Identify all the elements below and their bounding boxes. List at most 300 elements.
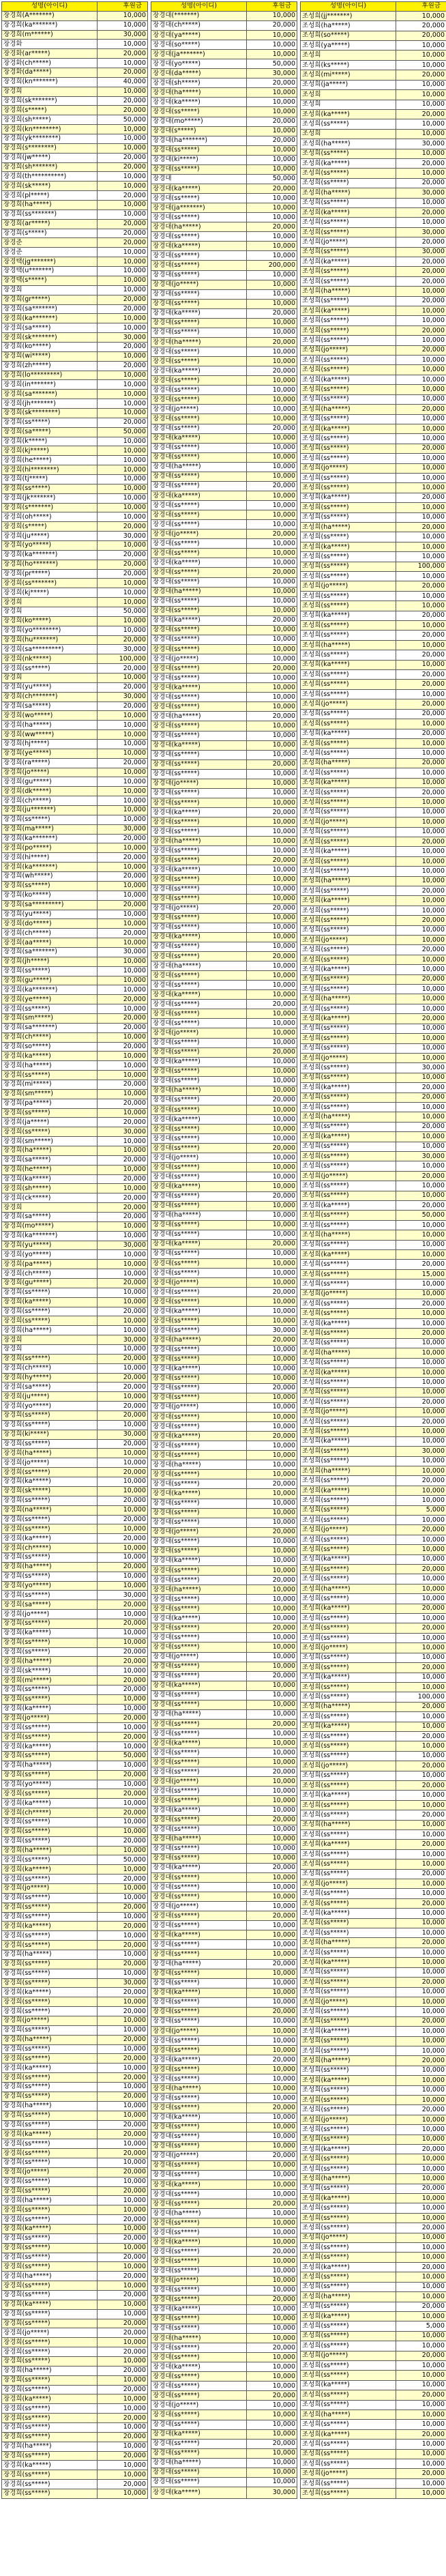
donor-table bbox=[151, 1, 297, 2499]
donation-amount-cell: 20,000 bbox=[247, 1335, 297, 1345]
donor-name-cell: 장경희(sh*******) bbox=[2, 162, 98, 172]
table-row bbox=[2, 1950, 148, 1960]
table-row bbox=[2, 484, 148, 493]
donor-name-cell: 조성희(ss*****) bbox=[301, 1663, 396, 1673]
donation-amount-cell: 10,000 bbox=[396, 2036, 446, 2046]
donation-amount-cell: 10,000 bbox=[396, 1751, 446, 1761]
table-row bbox=[151, 1585, 297, 1595]
donor-name-cell: 조성희(ha*****) bbox=[301, 1820, 396, 1829]
donation-amount-cell: 20,000 bbox=[396, 1938, 446, 1948]
table-row bbox=[151, 2410, 297, 2420]
table-row bbox=[2, 162, 148, 172]
table-row bbox=[151, 308, 297, 318]
donor-name-cell: 장경희(po*****) bbox=[2, 843, 98, 853]
donor-name-cell: 장경대(ss*****) bbox=[151, 2036, 247, 2046]
donation-amount-cell: 10,000 bbox=[98, 1666, 148, 1676]
donor-name-cell: 조성희(ss*****) bbox=[301, 1161, 396, 1171]
table-row bbox=[151, 107, 297, 117]
donation-amount-cell: 20,000 bbox=[98, 1023, 148, 1032]
table-row bbox=[151, 1057, 297, 1067]
table-row bbox=[151, 145, 297, 155]
donor-name-cell: 장경대(ka*****) bbox=[151, 2238, 247, 2247]
donor-name-cell: 장경희(yu*****) bbox=[2, 910, 98, 919]
table-row bbox=[301, 1053, 446, 1062]
donation-amount-cell: 20,000 bbox=[98, 219, 148, 229]
donor-name-cell: 장경대(ss*****) bbox=[151, 2382, 247, 2391]
table-row bbox=[301, 365, 446, 375]
donation-amount-cell: 20,000 bbox=[247, 1719, 297, 1728]
donor-name-cell: 조성희(ka*****) bbox=[301, 1132, 396, 1142]
table-row bbox=[301, 1505, 446, 1515]
table-row bbox=[2, 749, 148, 758]
donor-name-cell: 장경희(ka*****) bbox=[2, 1988, 98, 1997]
table-row bbox=[151, 759, 297, 769]
donation-amount-cell: 10,000 bbox=[98, 484, 148, 493]
donation-amount-cell: 10,000 bbox=[247, 2180, 297, 2189]
table-row bbox=[301, 512, 446, 522]
donor-name-cell: 조성희(ss*****) bbox=[301, 532, 396, 542]
donation-amount-cell: 10,000 bbox=[247, 50, 297, 59]
donation-amount-cell: 20,000 bbox=[98, 1496, 148, 1505]
donor-name-cell: 장경대(ss*****) bbox=[151, 1076, 247, 1086]
donation-amount-cell: 30,000 bbox=[247, 2487, 297, 2498]
table-row bbox=[301, 955, 446, 964]
table-row bbox=[151, 1422, 297, 1432]
donation-amount-cell: 10,000 bbox=[98, 201, 148, 210]
donation-amount-cell: 10,000 bbox=[396, 719, 446, 729]
table-row bbox=[2, 115, 148, 125]
donation-amount-cell: 10,000 bbox=[247, 1422, 297, 1432]
donation-amount-cell: 10,000 bbox=[396, 1859, 446, 1869]
donor-name-cell: 장경희(ss*****) bbox=[2, 1941, 98, 1950]
table-row bbox=[301, 1869, 446, 1879]
donation-amount-cell: 10,000 bbox=[98, 2461, 148, 2470]
donation-amount-cell: 10,000 bbox=[247, 347, 297, 357]
table-row bbox=[301, 2331, 446, 2341]
donation-amount-cell: 20,000 bbox=[396, 631, 446, 640]
donor-name-cell: 장경희(ka*****) bbox=[2, 1477, 98, 1487]
donation-amount-cell: 10,000 bbox=[396, 2272, 446, 2282]
donation-amount-cell: 10,000 bbox=[98, 2423, 148, 2433]
donor-name-cell: 조성희(ss*****) bbox=[301, 2125, 396, 2134]
donor-name-cell: 장경희(ss*****) bbox=[2, 1496, 98, 1505]
donation-amount-cell: 20,000 bbox=[98, 682, 148, 692]
table-row bbox=[2, 1402, 148, 1411]
donation-amount-cell: 20,000 bbox=[396, 2223, 446, 2233]
donation-amount-cell: 10,000 bbox=[396, 1987, 446, 1997]
donation-amount-cell: 20,000 bbox=[396, 1299, 446, 1309]
table-row bbox=[151, 20, 297, 30]
donation-amount-cell: 20,000 bbox=[247, 1144, 297, 1153]
donation-amount-cell: 20,000 bbox=[396, 1171, 446, 1181]
table-row bbox=[301, 1466, 446, 1475]
donor-name-cell: 조성희(ka*****) bbox=[301, 424, 396, 433]
donor-name-cell: 장경대(ka*****) bbox=[151, 366, 247, 376]
donor-name-cell: 장경대(ss*****) bbox=[151, 452, 247, 462]
donation-amount-cell: 20,000 bbox=[396, 1978, 446, 1987]
donor-name-cell: 장경희(s*****) bbox=[2, 229, 98, 238]
donation-amount-cell: 20,000 bbox=[98, 1203, 148, 1213]
table-row bbox=[301, 1879, 446, 1889]
table-row bbox=[301, 1525, 446, 1535]
table-row bbox=[301, 483, 446, 493]
donation-amount-cell: 20,000 bbox=[247, 2007, 297, 2016]
donor-name-cell: 장경대(ss*****) bbox=[151, 376, 247, 386]
donor-name-cell: 조성희(ss*****) bbox=[301, 650, 396, 660]
donor-name-cell: 장경희(nk*****) bbox=[2, 654, 98, 664]
donor-name-cell: 장경대(ka*****) bbox=[151, 1432, 247, 1441]
table-row bbox=[2, 626, 148, 635]
table-row bbox=[301, 1565, 446, 1574]
donation-amount-cell: 20,000 bbox=[98, 49, 148, 59]
donation-amount-cell: 20,000 bbox=[396, 1780, 446, 1790]
donation-amount-cell: 10,000 bbox=[247, 2046, 297, 2055]
table-row bbox=[301, 1987, 446, 1997]
donor-name-cell: 조성희(ha*****) bbox=[301, 1702, 396, 1711]
donor-name-cell: 장경희(ka*****) bbox=[2, 1742, 98, 1752]
table-row bbox=[151, 2218, 297, 2228]
donation-amount-cell: 10,000 bbox=[247, 884, 297, 894]
table-row bbox=[301, 2105, 446, 2115]
donation-amount-cell: 20,000 bbox=[98, 1193, 148, 1203]
donation-amount-cell: 20,000 bbox=[98, 701, 148, 711]
donor-name-cell: 조성희(ss*****) bbox=[301, 1653, 396, 1662]
donation-amount-cell: 20,000 bbox=[396, 709, 446, 719]
donation-amount-cell: 10,000 bbox=[98, 891, 148, 900]
table-row bbox=[2, 2111, 148, 2120]
donor-name-cell: 장경희(ss*****) bbox=[2, 1638, 98, 1647]
donor-name-cell: 장경대(ss*****) bbox=[151, 1978, 247, 1988]
donor-name-cell: 장경희(ss*****) bbox=[2, 1770, 98, 1780]
table-row bbox=[151, 2382, 297, 2391]
donation-amount-cell: 10,000 bbox=[247, 1758, 297, 1767]
donor-name-cell: 장경대(ss*****) bbox=[151, 702, 247, 712]
table-row bbox=[301, 1063, 446, 1073]
donation-amount-cell: 10,000 bbox=[396, 601, 446, 611]
donation-amount-cell: 10,000 bbox=[98, 588, 148, 598]
table-row bbox=[301, 2311, 446, 2321]
table-row bbox=[151, 2209, 297, 2218]
table-row bbox=[151, 1374, 297, 1383]
donor-name-cell: 장경희(jo*****) bbox=[2, 1458, 98, 1468]
donation-amount-cell: 10,000 bbox=[247, 1115, 297, 1125]
header-row bbox=[2, 2, 148, 12]
donation-amount-cell: 10,000 bbox=[98, 919, 148, 929]
table-row bbox=[151, 2324, 297, 2333]
table-row bbox=[151, 606, 297, 616]
donation-amount-cell: 20,000 bbox=[396, 1623, 446, 1633]
donation-amount-cell: 10,000 bbox=[98, 1089, 148, 1099]
donor-name-cell: 장경희(ss*****) bbox=[2, 815, 98, 824]
table-row bbox=[151, 1432, 297, 1441]
donation-amount-cell: 10,000 bbox=[247, 1470, 297, 1479]
table-row bbox=[2, 512, 148, 522]
table-row bbox=[301, 1898, 446, 1908]
donation-amount-cell: 10,000 bbox=[396, 847, 446, 856]
donation-amount-cell: 30,000 bbox=[247, 1326, 297, 1335]
donor-name-cell: 장경대(ka*****) bbox=[151, 616, 247, 625]
table-row bbox=[2, 550, 148, 560]
donor-name-cell: 조성희(ss*****) bbox=[301, 2203, 396, 2213]
donation-amount-cell: 10,000 bbox=[247, 2324, 297, 2333]
donation-amount-cell: 10,000 bbox=[396, 119, 446, 129]
donation-amount-cell: 10,000 bbox=[396, 994, 446, 1004]
table-row bbox=[151, 1825, 297, 1834]
donor-name-cell: 장경대(ss*****) bbox=[151, 1911, 247, 1921]
table-row bbox=[301, 1073, 446, 1082]
donor-name-cell: 조성희(jo*****) bbox=[301, 1053, 396, 1062]
donor-name-cell: 장경희(so*****) bbox=[2, 1042, 98, 1052]
donor-name-cell: 조성희 bbox=[301, 129, 396, 139]
table-row bbox=[301, 424, 446, 433]
donor-name-cell: 장경희(sa*********) bbox=[2, 900, 98, 910]
donation-amount-cell: 20,000 bbox=[98, 68, 148, 78]
donation-amount-cell: 50,000 bbox=[247, 59, 297, 69]
donor-name-cell: 장경대(ss*****) bbox=[151, 2314, 247, 2324]
donor-name-cell: 조성희(jo*****) bbox=[301, 1761, 396, 1771]
table-row bbox=[151, 1269, 297, 1278]
donation-amount-cell: 10,000 bbox=[247, 1709, 297, 1719]
donation-amount-cell: 20,000 bbox=[396, 158, 446, 168]
donation-amount-cell: 30,000 bbox=[396, 227, 446, 237]
table-row bbox=[2, 976, 148, 985]
donation-amount-cell: 10,000 bbox=[98, 1610, 148, 1619]
donation-amount-cell: 10,000 bbox=[98, 2375, 148, 2385]
table-row bbox=[2, 2262, 148, 2272]
table-row bbox=[2, 1155, 148, 1165]
table-row bbox=[301, 1771, 446, 1780]
donation-amount-cell: 20,000 bbox=[98, 1770, 148, 1780]
table-row bbox=[2, 1988, 148, 1997]
table-row bbox=[301, 837, 446, 846]
table-row bbox=[151, 1950, 297, 1959]
donation-amount-cell: 20,000 bbox=[247, 1191, 297, 1201]
donation-amount-cell: 20,000 bbox=[396, 1702, 446, 1711]
donor-name-cell: 조성희(ss*****) bbox=[301, 1614, 396, 1623]
table-row bbox=[301, 709, 446, 719]
donation-amount-cell: 10,000 bbox=[247, 1950, 297, 1959]
donation-amount-cell: 10,000 bbox=[98, 2356, 148, 2366]
donor-name-cell: 장경대(ss*****) bbox=[151, 2285, 247, 2295]
table-row bbox=[301, 2174, 446, 2184]
donation-amount-cell: 10,000 bbox=[396, 218, 446, 227]
donor-name-cell: 장경대(ss*****) bbox=[151, 1172, 247, 1182]
donation-amount-cell: 10,000 bbox=[98, 540, 148, 550]
donor-name-cell: 조성희(ha*****) bbox=[301, 2174, 396, 2184]
table-row bbox=[151, 472, 297, 481]
donor-name-cell: 장경희(ha*****) bbox=[2, 2101, 98, 2111]
table-row bbox=[151, 1930, 297, 1940]
table-row bbox=[301, 2409, 446, 2419]
donation-amount-cell: 10,000 bbox=[396, 1112, 446, 1122]
donor-name-cell: 장경대(ss*****) bbox=[151, 2122, 247, 2132]
table-row bbox=[2, 1544, 148, 1553]
table-row bbox=[2, 1052, 148, 1061]
table-row bbox=[2, 125, 148, 134]
donor-name-cell: 장경희(yu*****) bbox=[2, 1241, 98, 1250]
table-row bbox=[151, 2084, 297, 2094]
donor-name-cell: 장경희(sm*****) bbox=[2, 1089, 98, 1099]
donation-amount-cell: 20,000 bbox=[98, 2414, 148, 2423]
donation-amount-cell: 20,000 bbox=[396, 1731, 446, 1741]
table-row bbox=[301, 719, 446, 729]
donation-amount-cell: 20,000 bbox=[247, 2199, 297, 2209]
donation-amount-cell: 20,000 bbox=[396, 837, 446, 846]
table-row bbox=[301, 109, 446, 119]
donation-amount-cell: 10,000 bbox=[247, 1662, 297, 1671]
table-row bbox=[301, 1329, 446, 1338]
donation-amount-cell: 10,000 bbox=[247, 1681, 297, 1690]
donor-name-cell: 조성희(ss*****) bbox=[301, 2105, 396, 2115]
donor-name-cell: 장경대(ss*****) bbox=[151, 270, 247, 280]
table-row bbox=[151, 117, 297, 126]
donation-amount-cell: 30,000 bbox=[396, 1151, 446, 1161]
donor-name-cell: 장경화(ar*****) bbox=[2, 49, 98, 59]
table-row bbox=[151, 50, 297, 59]
donor-name-cell: 장경희(ss*****) bbox=[2, 1288, 98, 1297]
table-row bbox=[301, 70, 446, 80]
table-row bbox=[151, 558, 297, 568]
table-row bbox=[151, 2429, 297, 2439]
donation-amount-cell: 10,000 bbox=[247, 414, 297, 424]
table-row bbox=[151, 769, 297, 779]
donor-name-cell: 장경대(ss*****) bbox=[151, 1969, 247, 1978]
table-row bbox=[151, 1527, 297, 1537]
donor-name-cell: 장경대(ki*****) bbox=[151, 155, 247, 164]
donor-name-cell: 장경대(ha*****) bbox=[151, 1709, 247, 1719]
table-row bbox=[2, 645, 148, 654]
donation-amount-cell: 10,000 bbox=[247, 155, 297, 164]
donation-amount-cell: 20,000 bbox=[98, 1411, 148, 1421]
donation-amount-cell: 10,000 bbox=[98, 2111, 148, 2120]
donor-name-cell: 장경희(ma*****) bbox=[2, 824, 98, 834]
donor-name-cell: 장경희(ss*****) bbox=[2, 2025, 98, 2035]
table-row bbox=[301, 631, 446, 640]
table-row bbox=[2, 342, 148, 351]
donor-table bbox=[300, 1, 446, 2499]
donor-name-cell: 조성희(ss*****) bbox=[301, 1329, 396, 1338]
donor-name-cell: 조성희(ss*****) bbox=[301, 867, 396, 876]
donor-name-cell: 장경대(ss*****) bbox=[151, 2372, 247, 2382]
table-row bbox=[2, 106, 148, 115]
donor-name-cell: 장경희(ka*****) bbox=[2, 1534, 98, 1544]
donor-name-cell: 조성희(ss*****) bbox=[301, 473, 396, 482]
table-row bbox=[2, 787, 148, 796]
donor-name-cell: 장경준 bbox=[2, 248, 98, 257]
table-row bbox=[2, 1316, 148, 1326]
donation-amount-cell: 10,000 bbox=[396, 660, 446, 669]
donation-amount-cell: 20,000 bbox=[98, 1013, 148, 1023]
donation-amount-cell: 10,000 bbox=[247, 203, 297, 213]
donation-amount-cell: 10,000 bbox=[98, 2139, 148, 2149]
table-row bbox=[301, 817, 446, 827]
donation-amount-cell: 10,000 bbox=[247, 270, 297, 280]
donation-amount-cell: 10,000 bbox=[396, 2253, 446, 2262]
donor-name-cell: 장경대(ss*****) bbox=[151, 1700, 247, 1709]
donor-name-cell: 장경대(ss*****) bbox=[151, 1249, 247, 1258]
name-column-header: 성명(아이디) bbox=[2, 2, 98, 12]
donation-amount-cell: 10,000 bbox=[396, 356, 446, 365]
donation-amount-cell: 10,000 bbox=[98, 2158, 148, 2167]
donor-name-cell: 장경대(ss*****) bbox=[151, 395, 247, 405]
table-row bbox=[151, 2074, 297, 2084]
donation-amount-cell: 10,000 bbox=[247, 1777, 297, 1786]
table-row bbox=[2, 2394, 148, 2404]
table-row bbox=[151, 1978, 297, 1988]
donation-amount-cell: 10,000 bbox=[247, 232, 297, 242]
donation-amount-cell: 10,000 bbox=[247, 472, 297, 481]
donation-amount-cell: 10,000 bbox=[247, 1739, 297, 1748]
donor-name-cell: 장경대(ss*****) bbox=[151, 1844, 247, 1853]
donation-amount-cell: 10,000 bbox=[98, 1581, 148, 1591]
table-row bbox=[151, 1105, 297, 1114]
donor-name-cell: 장경희(ss*****) bbox=[2, 1685, 98, 1694]
donation-amount-cell: 10,000 bbox=[247, 2458, 297, 2468]
donor-name-cell: 조성희(ss*****) bbox=[301, 2243, 396, 2253]
donor-name-cell: 조성희(ss*****) bbox=[301, 2066, 396, 2075]
donation-amount-cell: 10,000 bbox=[98, 2025, 148, 2035]
donation-amount-cell: 10,000 bbox=[98, 493, 148, 503]
donor-name-cell: 장경대(ha*****) bbox=[151, 837, 247, 846]
donation-amount-cell: 10,000 bbox=[247, 923, 297, 932]
table-row bbox=[151, 155, 297, 164]
donation-amount-cell: 10,000 bbox=[247, 740, 297, 750]
table-row bbox=[151, 501, 297, 510]
donor-name-cell: 조성희(ka*****) bbox=[301, 729, 396, 738]
donor-name-cell: 장경희(ss*****) bbox=[2, 1893, 98, 1902]
donor-name-cell: 장경대(ss*****) bbox=[151, 481, 247, 491]
donation-amount-cell: 10,000 bbox=[396, 1024, 446, 1033]
table-row bbox=[301, 1673, 446, 1682]
donation-amount-cell: 10,000 bbox=[396, 2174, 446, 2184]
donor-name-cell: 조성희(ss*****) bbox=[301, 267, 396, 276]
donor-name-cell: 장경대(ss*****) bbox=[151, 2016, 247, 2026]
donor-name-cell: 장경대(ss*****) bbox=[151, 501, 247, 510]
donation-amount-cell: 10,000 bbox=[247, 1076, 297, 1086]
donation-amount-cell: 20,000 bbox=[98, 1354, 148, 1363]
donation-amount-cell: 10,000 bbox=[247, 1105, 297, 1114]
table-row bbox=[151, 674, 297, 683]
donation-amount-cell: 20,000 bbox=[396, 916, 446, 925]
table-row bbox=[151, 299, 297, 308]
donor-name-cell: 장경희(ss*****) bbox=[2, 1997, 98, 2007]
donation-amount-cell: 20,000 bbox=[396, 611, 446, 620]
donation-amount-cell: 20,000 bbox=[98, 162, 148, 172]
donor-name-cell: 장경대(ss*****) bbox=[151, 2343, 247, 2353]
donation-amount-cell: 10,000 bbox=[247, 1930, 297, 1940]
donor-name-cell: 장경희(ye*****) bbox=[2, 995, 98, 1004]
donor-name-cell: 조성희(ka*****) bbox=[301, 1791, 396, 1800]
donor-name-cell: 장경희(ha*****) bbox=[2, 2442, 98, 2451]
table-row bbox=[2, 2356, 148, 2366]
table-row bbox=[151, 386, 297, 395]
donation-amount-cell: 20,000 bbox=[98, 1155, 148, 1165]
donation-amount-cell: 20,000 bbox=[98, 2432, 148, 2442]
donor-name-cell: 조성희(ss*****) bbox=[301, 1073, 396, 1082]
donation-amount-cell: 10,000 bbox=[396, 2027, 446, 2036]
donation-amount-cell: 10,000 bbox=[247, 2304, 297, 2314]
table-row bbox=[301, 1958, 446, 1967]
donor-name-cell: 장경희 bbox=[2, 1345, 98, 1355]
donation-amount-cell: 10,000 bbox=[396, 1367, 446, 1377]
donation-amount-cell: 20,000 bbox=[247, 2151, 297, 2160]
donor-name-cell: 장경대(ss*****) bbox=[151, 788, 247, 798]
donor-name-cell: 장경대(jo*****) bbox=[151, 1153, 247, 1163]
donor-name-cell: 장경대(ss*****) bbox=[151, 1047, 247, 1057]
donation-amount-cell: 20,000 bbox=[247, 1767, 297, 1777]
donation-amount-cell: 10,000 bbox=[98, 390, 148, 399]
donor-name-cell: 장경대(ss*****) bbox=[151, 443, 247, 452]
